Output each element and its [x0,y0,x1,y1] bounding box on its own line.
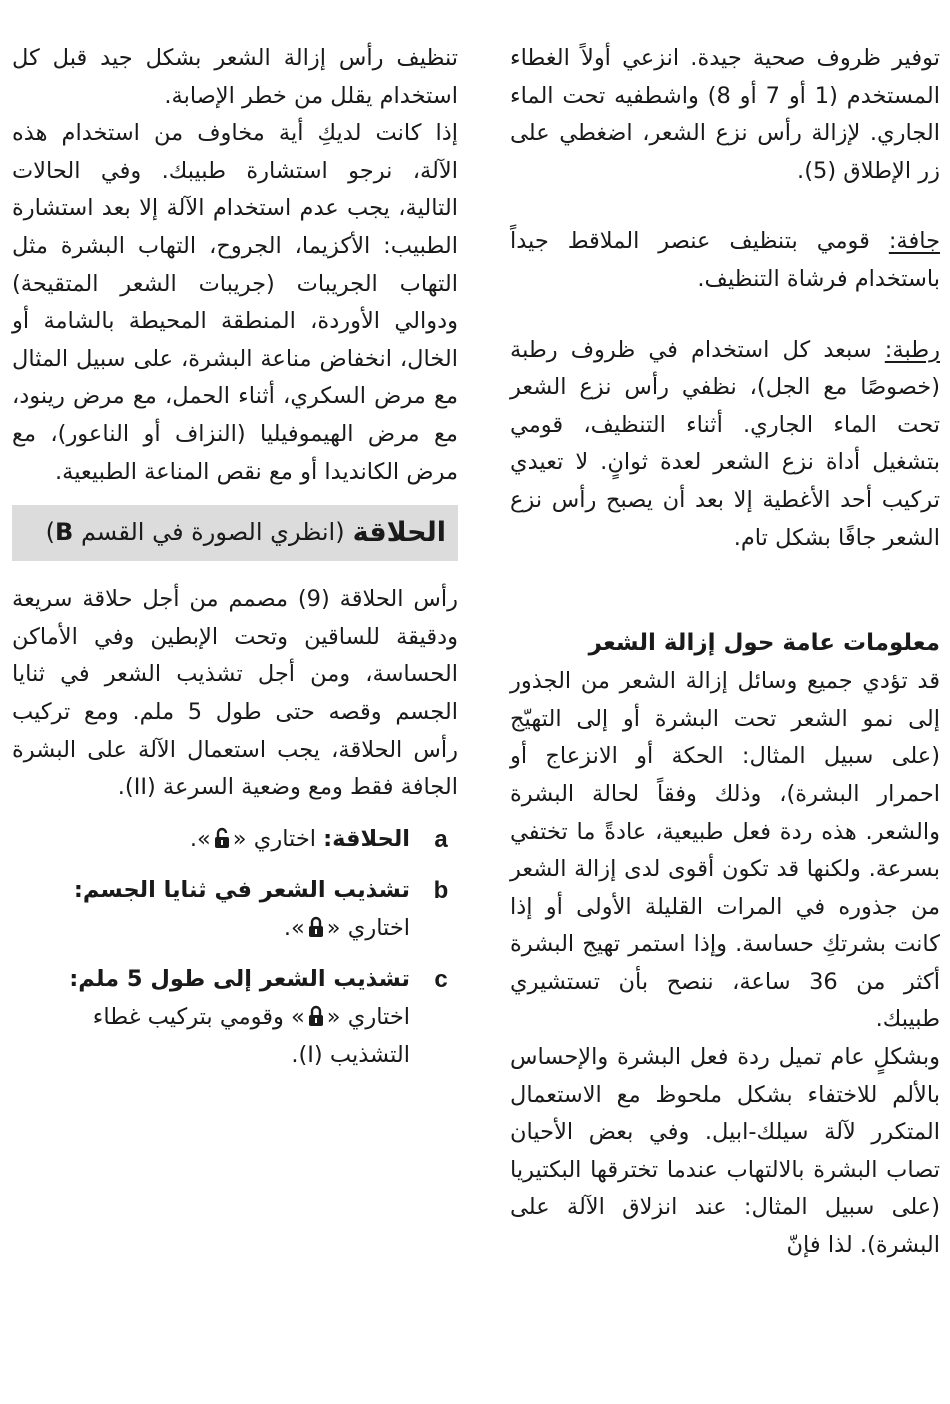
unlock-icon [213,827,231,849]
shaver-subtitle-close: ) [45,518,55,547]
option-item-a [12,821,458,859]
option-title: تشذيب الشعر إلى طول 5 ملم: [69,966,410,993]
wet-label: رطبة: [884,336,941,363]
left-column [12,40,458,1088]
option-item-b [12,872,458,947]
cleaning-risk-paragraph: تنظيف رأس إزالة الشعر بشكل جيد قبل كل استخدام يقلل من خطر الإصابة. [12,45,458,109]
wet-text: سبعد كل استخدام في ظروف رطبة (خصوصًا مع الجل)، نظفي رأس نزع الشعر تحت الماء الجاري. أثناء التنظيف، قومي بتشغيل أداة نزع الشعر لعدة ثوانٍ. لا تعيدي تركيب أحد الأغطية إلا بعد أن يصبح رأس نزع الشعر جافًا بشكل تام. [510,336,940,551]
shaver-paragraph: رأس الحلاقة (9) مصمم من أجل حلاقة سريعة ودقيقة للساقين وتحت الإبطين وفي الأماكن الحساسة، ومن أجل تشذيب الشعر في ثنايا الجسم وقصه حتى طول 5 ملم. ومع تركيب رأس الحلاقة، يجب استعمال الآلة على البشرة الجافة فقط ومع وضعية السرعة (II). [12,586,458,801]
general-info-paragraph-1: قد تؤدي جميع وسائل إزالة الشعر من الجذور إلى نمو الشعر تحت البشرة أو إلى التهيّج (على سبيل المثال: الحكة أو الانزعاج أو احمرار البشرة)، وذلك وفقاً لحالة البشرة والشعر. هذه ردة فعل طبيعية، عادةً ما تختفي بسرعة. ولكنها قد تكون أقوى لدى إزالة الشعر من جذوره في المرات القليلة الأولى أو إذا كانت بشرتكِ حساسة. وإذا استمر تهيج البشرة أكثر من 36 ساعة، ننصح بأن تستشيري طبيبك. [510,668,940,1033]
shaver-options-list [12,821,458,1075]
option-text: اختاري « [326,914,410,941]
general-info-paragraph-2: وبشكلٍ عام تميل ردة فعل البشرة والإحساس بالألم للاختفاء بشكل ملحوظ مع الاستعمال المتكرر لآلة سيلك-ابيل. وفي بعض الأحيان تصاب البشرة بالالتهاب عندما تخترقها البكتيريا (على سبيل المثال: عند انزلاق الآلة على البشرة). لذا فإنّ [510,1044,940,1259]
general-info-heading: معلومات عامة حول إزالة الشعر [588,630,940,657]
right-column [510,40,940,1265]
option-text: اختاري « [326,1004,410,1031]
shaver-section-heading [12,505,458,561]
lock-icon [307,1005,325,1027]
dry-text: قومي بتنظيف عنصر الملاقط جيداً باستخدام فرشاة التنظيف. [510,228,940,292]
option-title: تشذيب الشعر في ثنايا الجسم: [73,877,410,904]
shaver-subtitle: (انظري الصورة في القسم [80,518,345,547]
option-letter: b [433,877,449,905]
hygiene-paragraph: توفير ظروف صحية جيدة. انزعي أولاً الغطاء المستخدم (1 أو 7 أو 8) واشطفيه تحت الماء الجاري. لإزالة رأس نزع الشعر، اضغطي على زر الإطلاق (5). [510,45,941,184]
option-text-after: ». [189,825,211,852]
wet-cleaning-paragraph [510,332,940,558]
dry-cleaning-paragraph [510,223,940,298]
option-text-after: » وقومي بتركيب غطاء التشذيب (I). [92,1004,410,1068]
dry-label: جافة: [888,228,941,255]
option-item-c [12,961,458,1074]
option-letter: a [434,825,448,853]
contraindications-paragraph: إذا كانت لديكِ أية مخاوف من استخدام هذه الآلة، نرجو استشارة طبيبك. وفي الحالات التالية، يجب عدم استخدام الآلة إلا بعد استشارة الطبيب: الأكزيما، الجروح، التهاب البشرة مثل التهاب الجريبات (جريبات الشعر المتقيحة) ودوالي الأوردة، المنطقة المحيطة بالشامة أو الخال، انخفاض مناعة البشرة، على سبيل المثال مع مرض السكري، أثناء الحمل، مع مرض رينود، مع مرض الهيموفيليا (النزاف أو الناعور)، مع مرض الكانديدا أو مع نقص المناعة الطبيعية. [12,120,458,485]
lock-icon [307,916,325,938]
option-text-after: ». [283,914,305,941]
option-letter: c [434,966,448,994]
shaver-title: الحلاقة [352,517,446,549]
option-text: اختاري « [232,825,316,852]
option-title: الحلاقة: [323,825,410,852]
section-reference: B [55,518,74,547]
